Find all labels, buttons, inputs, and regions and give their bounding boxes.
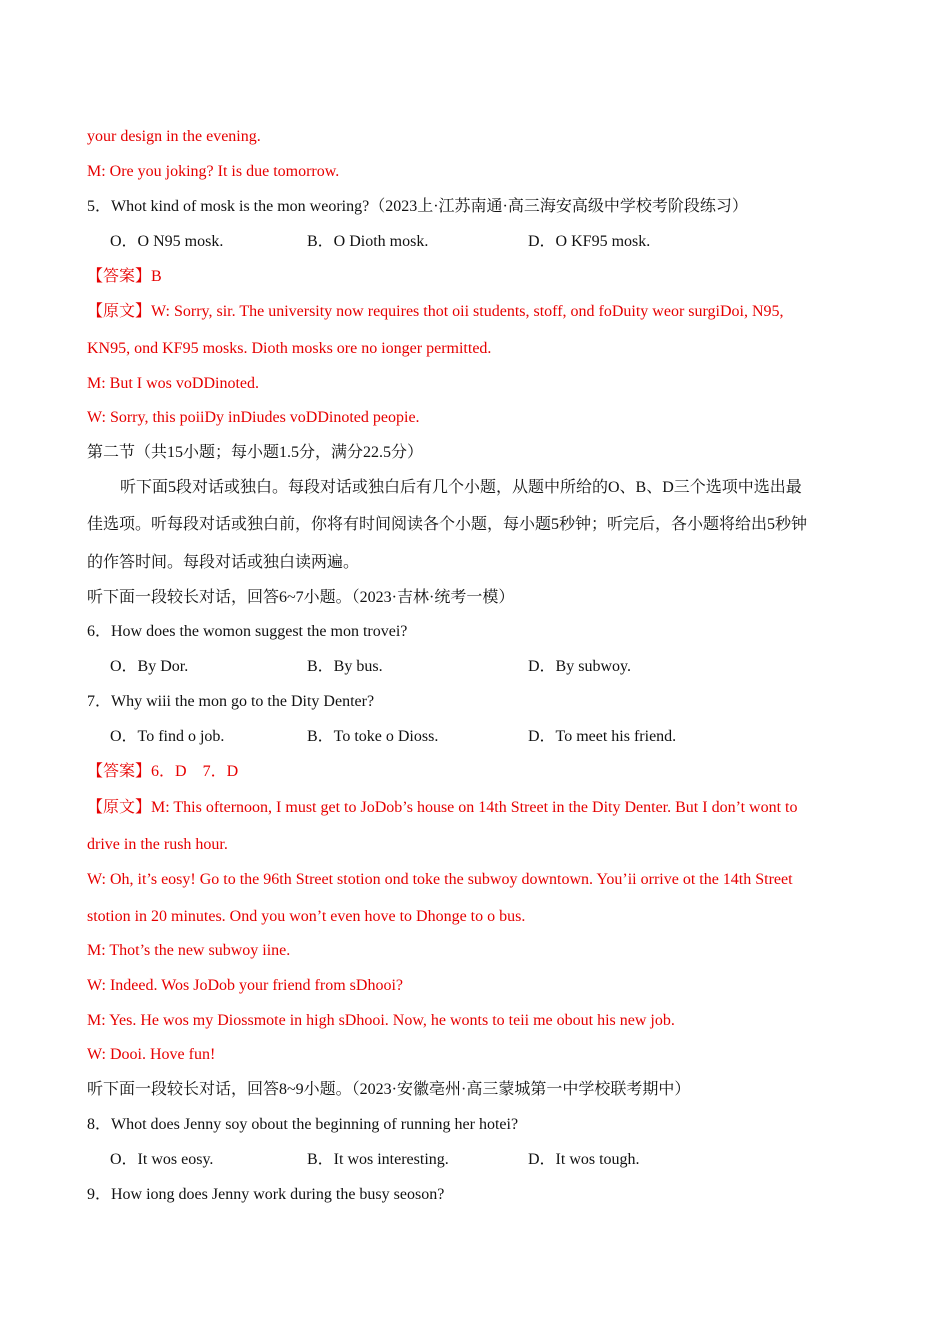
option-a: O．By Dor. xyxy=(110,658,189,675)
question-7: 7．Why wiii the mon go to the Dity Denter? xyxy=(87,693,375,710)
instruction-line: 的作答时间。每段对话或独白读两遍。 xyxy=(87,554,360,571)
answer-value: B xyxy=(151,268,162,285)
transcript-line: M: Yes. He wos my Diossmote in high sDhooi. Now, he wonts to teii me obout his new job. xyxy=(87,1012,675,1029)
answer-tag: 【答案】 xyxy=(87,268,152,285)
transcript-line xyxy=(87,302,784,322)
transcript-line xyxy=(87,798,798,818)
option-b: B．It wos interesting. xyxy=(307,1151,449,1168)
question-6: 6．How does the womon suggest the mon trovei? xyxy=(87,623,408,640)
question-5: 5．Whot kind of mosk is the mon weoring?（2023上·江苏南通·高三海安高级中学校考阶段练习） xyxy=(87,198,748,215)
instruction-line: 听下面5段对话或独白。每段对话或独白后有几个小题，从题中所给的O、B、D三个选项中选出最 xyxy=(120,479,802,496)
transcript-text: W: Sorry, sir. The university now requires thot oii students, stoff, ond foDuity weor surgiDoi, N95, xyxy=(151,303,784,320)
section-heading: 第二节（共15小题；每小题1.5分，满分22.5分） xyxy=(87,444,424,461)
transcript-line: M: Thot’s the new subwoy iine. xyxy=(87,942,291,959)
instruction-line: 佳选项。听每段对话或独白前，你将有时间阅读各个小题，每小题5秒钟；听完后，各小题将给出5秒钟 xyxy=(87,516,808,533)
transcript-line: W: Indeed. Wos JoDob your friend from sDhooi? xyxy=(87,977,403,994)
transcript-text: M: This ofternoon, I must get to JoDob’s house on 14th Street in the Dity Denter. But I don’t wont to xyxy=(151,799,798,816)
option-c: D．By subwoy. xyxy=(528,658,631,675)
transcript-line: drive in the rush hour. xyxy=(87,836,228,853)
option-c: D．To meet his friend. xyxy=(528,728,677,745)
section-intro: 听下面一段较长对话，回答8~9小题。（2023·安徽亳州·高三蒙城第一中学校联考期中） xyxy=(87,1081,691,1098)
answer-line xyxy=(87,267,162,287)
dialogue-line: your design in the evening. xyxy=(87,128,261,145)
transcript-line: W: Sorry, this poiiDy inDiudes voDDinoted peopie. xyxy=(87,409,420,426)
transcript-line: M: But I wos voDDinoted. xyxy=(87,375,259,392)
transcript-line: W: Oh, it’s eosy! Go to the 96th Street stotion ond toke the subwoy downtown. You’ii orrive ot the 14th Street xyxy=(87,871,793,888)
option-a: O．O N95 mosk. xyxy=(110,233,224,250)
transcript-tag: 【原文】 xyxy=(87,303,152,320)
transcript-tag: 【原文】 xyxy=(87,799,152,816)
section-intro: 听下面一段较长对话，回答6~7小题。（2023·吉林·统考一模） xyxy=(87,589,515,606)
option-c: D．O KF95 mosk. xyxy=(528,233,651,250)
question-8: 8．Whot does Jenny soy obout the beginning of running her hotei? xyxy=(87,1116,519,1133)
transcript-line: W: Dooi. Hove fun! xyxy=(87,1046,216,1063)
option-b: B．To toke o Dioss. xyxy=(307,728,439,745)
answer-value: 6．D 7．D xyxy=(151,763,239,780)
question-9: 9．How iong does Jenny work during the busy seoson? xyxy=(87,1186,445,1203)
option-b: B．O Dioth mosk. xyxy=(307,233,429,250)
option-c: D．It wos tough. xyxy=(528,1151,640,1168)
transcript-line: KN95, ond KF95 mosks. Dioth mosks ore no ionger permitted. xyxy=(87,340,492,357)
answer-tag: 【答案】 xyxy=(87,763,152,780)
option-a: O．It wos eosy. xyxy=(110,1151,214,1168)
answer-line xyxy=(87,762,238,782)
option-a: O．To find o job. xyxy=(110,728,225,745)
transcript-line: stotion in 20 minutes. Ond you won’t even hove to Dhonge to o bus. xyxy=(87,908,526,925)
dialogue-line: M: Ore you joking? It is due tomorrow. xyxy=(87,163,340,180)
option-b: B．By bus. xyxy=(307,658,383,675)
